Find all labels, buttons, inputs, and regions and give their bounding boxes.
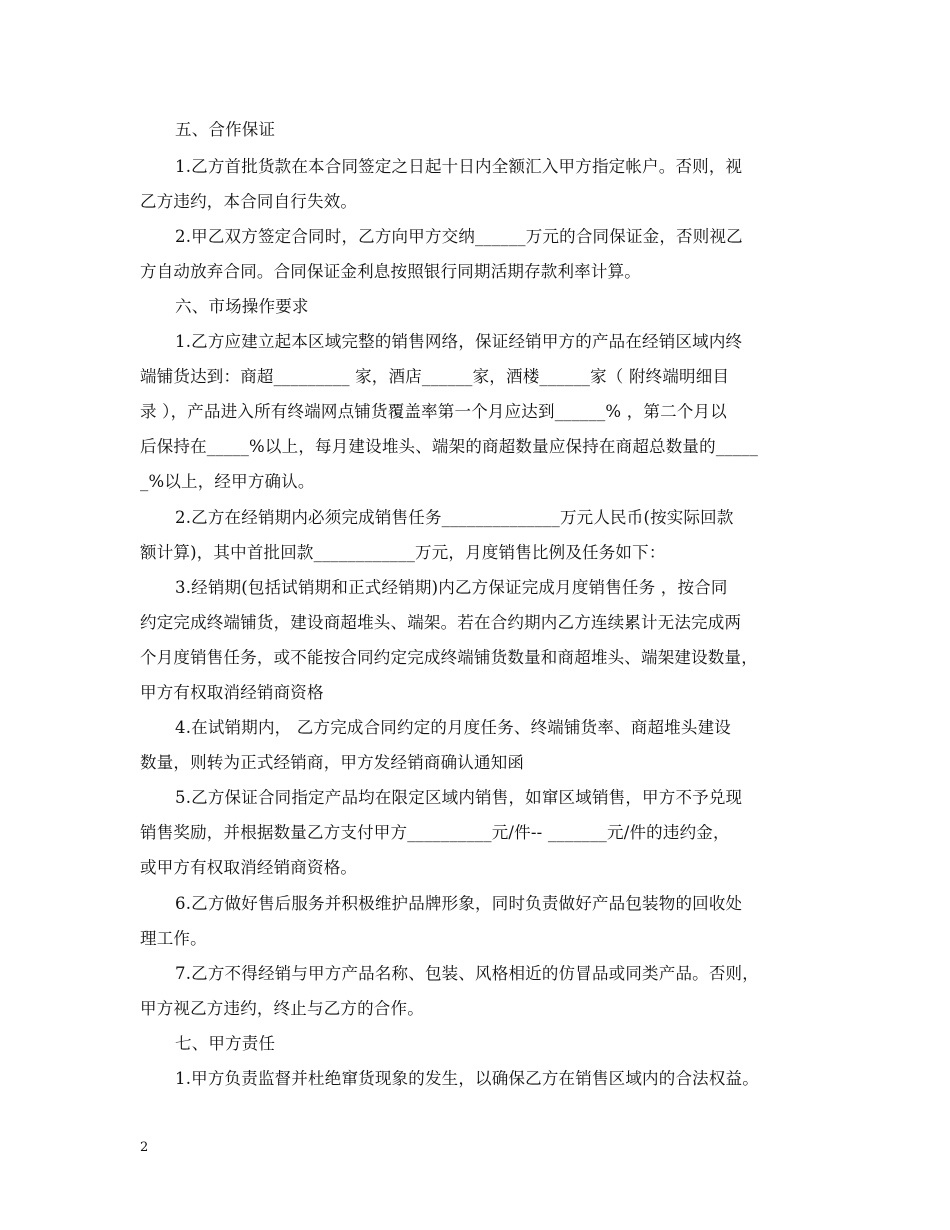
- paragraph-line: 1.乙方应建立起本区域完整的销售网络，保证经销甲方的产品在经销区域内终: [175, 332, 743, 351]
- paragraph-line: 甲方视乙方违约，终止与乙方的合作。: [140, 999, 424, 1018]
- paragraph-line: 约定完成终端铺货，建设商超堆头、端架。若在合约期内乙方连续累计无法完成两: [140, 613, 742, 632]
- paragraph-line: 方自动放弃合同。合同保证金利息按照银行同期活期存款利率计算。: [140, 262, 641, 281]
- section-heading-7: 七、甲方责任: [175, 1034, 276, 1053]
- paragraph-line: 3.经销期(包括试销期和正式经销期)内乙方保证完成月度销售任务 ，按合同: [175, 578, 728, 597]
- paragraph-line: 理工作。: [140, 929, 207, 948]
- paragraph-line: 销售奖励，并根据数量乙方支付甲方__________元/件-- _______元/件的违约金，: [140, 823, 730, 842]
- paragraph-line: 甲方有权取消经销商资格: [140, 683, 324, 702]
- paragraph-line: 2.乙方在经销期内必须完成销售任务______________万元人民币(按实际回款: [175, 508, 734, 527]
- paragraph-line: 1.甲方负责监督并杜绝窜货现象的发生，以确保乙方在销售区域内的合法权益。: [175, 1069, 759, 1088]
- paragraph-line: 6.乙方做好售后服务并积极维护品牌形象，同时负责做好产品包装物的回收处: [175, 894, 743, 913]
- paragraph-line: 额计算)，其中首批回款____________万元，月度销售比例及任务如下：: [140, 543, 666, 562]
- paragraph-line: 个月度销售任务，或不能按合同约定完成终端铺货数量和商超堆头、端架建设数量，: [140, 648, 758, 667]
- paragraph-line: 录 ），产品进入所有终端网点铺货覆盖率第一个月应达到______% ，第二个月以: [140, 402, 727, 421]
- paragraph-line: 5.乙方保证合同指定产品均在限定区域内销售，如窜区域销售，甲方不予兑现: [175, 788, 743, 807]
- paragraph-line: 1.乙方首批货款在本合同签定之日起十日内全额汇入甲方指定帐户。否则，视: [175, 157, 743, 176]
- paragraph-line: 端铺货达到：商超_________ 家，酒店______家，酒楼______家（ 附终端明细目: [140, 367, 730, 386]
- paragraph-line: 或甲方有权取消经销商资格。: [140, 858, 358, 877]
- paragraph-line: 7.乙方不得经销与甲方产品名称、包装、风格相近的仿冒品或同类产品。否则，: [175, 964, 759, 983]
- page-number: 2: [140, 1140, 149, 1155]
- paragraph-line: 4.在试销期内， 乙方完成合同约定的月度任务、终端铺货率、商超堆头建设: [175, 718, 731, 737]
- paragraph-line: 2.甲乙双方签定合同时，乙方向甲方交纳______万元的合同保证金，否则视乙: [175, 227, 743, 246]
- section-heading-5: 五、合作保证: [175, 120, 276, 139]
- section-heading-6: 六、市场操作要求: [175, 297, 309, 316]
- paragraph-line: 乙方违约，本合同自行失效。: [140, 192, 358, 211]
- paragraph-line: 数量，则转为正式经销商，甲方发经销商确认通知函: [140, 753, 525, 772]
- paragraph-line: 后保持在_____%以上，每月建设堆头、端架的商超数量应保持在商超总数量的_____: [140, 437, 759, 456]
- paragraph-line: _%以上，经甲方确认。: [140, 472, 315, 491]
